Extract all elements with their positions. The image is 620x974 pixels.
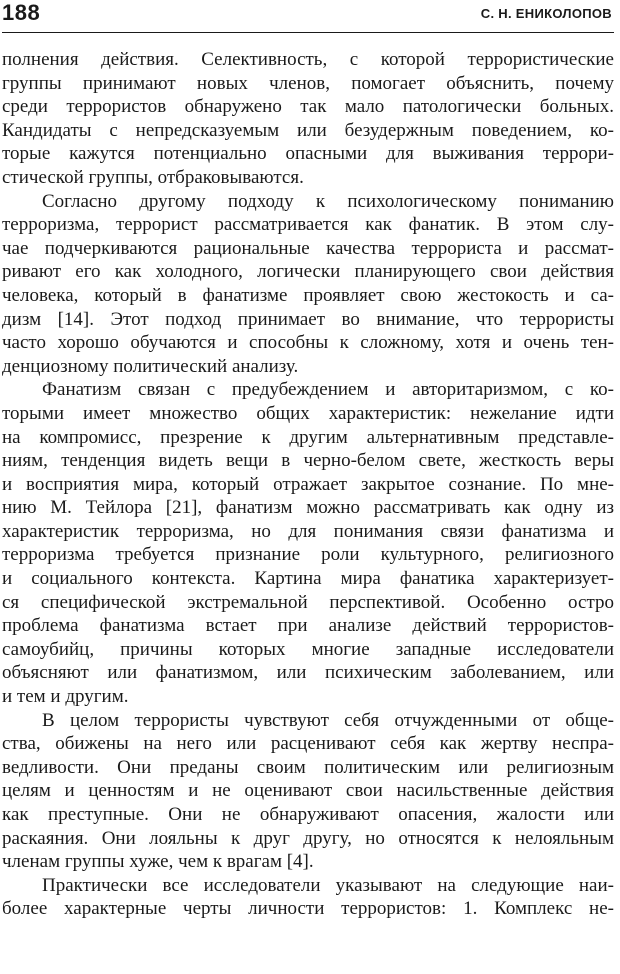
text-line: группы принимают новых членов, помогает объяснить, почему xyxy=(2,72,614,94)
text-line: терроризма требуется признание роли культурного, религиозного xyxy=(2,544,614,566)
text-line: более характерные черты личности террористов: 1. Комплекс не- xyxy=(2,898,614,920)
text-line: ся специфической экстремальной перспективой. Особенно остро xyxy=(2,591,614,613)
text-line: торые кажутся потенциально опасными для выживания террори- xyxy=(2,143,614,165)
text-line: часто хорошо обучаются и способны к сложному, хотя и очень тен- xyxy=(2,332,614,354)
page-number: 188 xyxy=(2,0,41,25)
text-line: стической группы, отбраковываются. xyxy=(2,166,304,188)
text-line: проблема фанатизма встает при анализе действий террористов- xyxy=(2,615,614,637)
text-line: полнения действия. Селективность, с которой террористические xyxy=(2,49,614,70)
text-line: ведливости. Они преданы своим политическим или религиозным xyxy=(2,756,614,778)
text-line: объясняют или фанатизмом, или психическим заболеванием, или xyxy=(2,662,614,684)
text-line: самоубийц, причины которых многие западные исследователи xyxy=(2,638,614,660)
paragraph xyxy=(2,48,614,190)
text-line: ривают его как холодного, логически планирующего свои действия xyxy=(2,261,614,283)
text-line: чае подчеркиваются рациональные качества террориста и рассмат- xyxy=(2,237,614,259)
text-line: ства, обижены на него или расценивают себя как жертву неспра- xyxy=(2,733,614,755)
text-line: Фанатизм связан с предубеждением и авторитаризмом, с ко- xyxy=(42,379,614,401)
text-line: человека, который в фанатизме проявляет свою жестокость и са- xyxy=(2,284,614,306)
text-line: Согласно другому подходу к психологическому пониманию xyxy=(42,190,614,212)
paragraph xyxy=(2,190,614,379)
page-header xyxy=(2,0,614,33)
text-line: и восприятия мира, который отражает закрытое сознание. По мне- xyxy=(2,473,614,495)
text-line: В целом террористы чувствуют себя отчужденными от обще- xyxy=(42,709,614,731)
paragraph xyxy=(2,709,614,874)
text-line: на компромисс, презрение к другим альтернативным представле- xyxy=(2,426,614,448)
text-line: Кандидаты с непредсказуемым или безудержным поведением, ко- xyxy=(2,119,614,141)
text-line: Практически все исследователи указывают на следующие наи- xyxy=(42,874,614,896)
running-head-author: С. Н. ЕНИКОЛОПОВ xyxy=(480,6,612,21)
text-line: ниям, тенденция видеть вещи в черно-белом свете, жесткость веры xyxy=(2,450,614,472)
text-line: характеристик терроризма, но для понимания связи фанатизма и xyxy=(2,520,614,542)
text-line: среди террористов обнаружено так мало патологически больных. xyxy=(2,96,614,118)
paragraph xyxy=(2,874,614,921)
text-line: раскаяния. Они лояльны к друг другу, но относятся к нелояльным xyxy=(2,827,614,849)
text-line: как преступные. Они не обнаруживают опасения, жалости или xyxy=(2,804,614,825)
text-line: терроризма, террорист рассматривается как фанатик. В этом слу- xyxy=(2,214,614,236)
text-line: торыми имеет множество общих характеристик: нежелание идти xyxy=(2,402,614,424)
text-line: членам группы хуже, чем к врагам [4]. xyxy=(2,851,314,873)
text-line: целям и ценностям и не оценивают свои насильственные действия xyxy=(2,780,614,802)
paragraph xyxy=(2,378,614,708)
text-line: денциозному политический анализу. xyxy=(2,355,299,377)
text-line: дизм [14]. Этот подход принимает во внимание, что террористы xyxy=(2,308,614,330)
text-line: и социального контекста. Картина мира фанатика характеризует- xyxy=(2,568,614,590)
body-text xyxy=(2,48,614,921)
text-line: и тем и другим. xyxy=(2,686,129,708)
text-line: нию М. Тейлора [21], фанатизм можно рассматривать как одну из xyxy=(2,497,614,519)
